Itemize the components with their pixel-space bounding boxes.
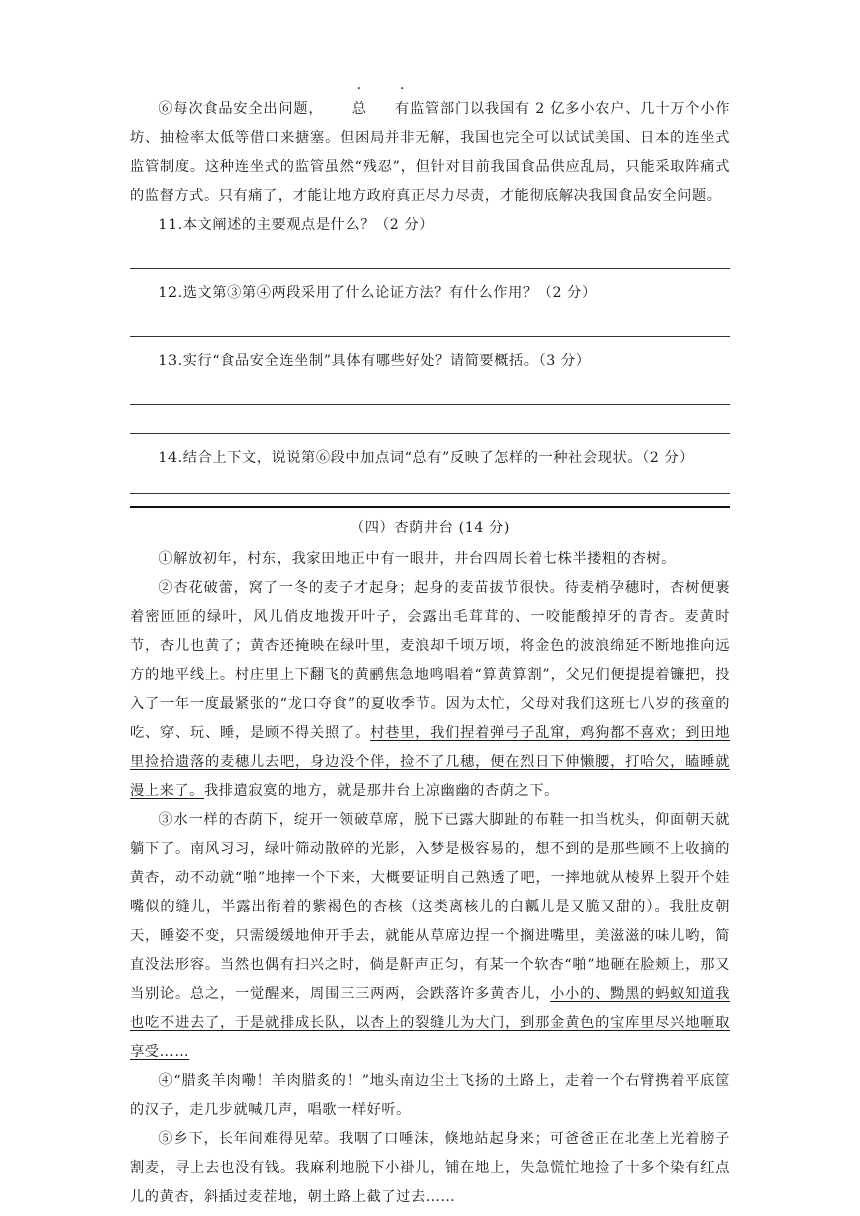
p3-underlined-sentence: 小小的、黝黑的蚂蚁知道我也吃不进去了，于是就排成长队，以杏上的裂缝儿为大门，到那金黄色的宝库里尽兴地咂取享受…… bbox=[130, 986, 731, 1060]
p2-underlined-sentence: 村巷里，我们捏着弹弓子乱窜，鸡狗都不喜欢；到田地里捡拾遗落的麦穗儿去吧，身边没个伴，捡不了几穗，便在烈日下伸懒腰，打哈欠，瞌睡就漫上来了。 bbox=[130, 725, 730, 799]
passage-paragraph-6 bbox=[130, 95, 730, 211]
exam-page bbox=[130, 95, 730, 1212]
question-12: 12.选文第③第④两段采用了什么论证方法？有什么作用？（2 分） bbox=[158, 285, 597, 301]
p2-text-start: ②杏花破蕾，窝了一冬的麦子才起身；起身的麦苗拔节很快。待麦梢孕穗时，杏树便裹着密匝匝的绿叶，风儿俏皮地拨开叶子，会露出毛茸茸的、一咬能酸掉牙的青杏。麦黄时节，杏儿也黄了；黄杏还掩映在绿叶里，麦浪却千顷万顷，将金色的波浪绵延不断地推向远方的地平线上。村庄里上下翻飞的黄鹂焦急地鸣唱着“算黄算割”，父兄们便提提着镰把，投入了一年一度最紧张的“龙口夺食”的夏收季节。因为太忙，父母对我们这班七八岁的孩童的吃、穿、玩、睡，是顾不得关照了。 bbox=[130, 580, 730, 741]
para6-text-start: ⑥每次食品安全出问题， bbox=[158, 101, 324, 117]
story-paragraph-4: ④“腊炙羊肉嘞！羊肉腊炙的！”地头南边尘土飞扬的土路上，走着一个右臂携着平底筐的汉子，走几步就喊几声，唱歌一样好听。 bbox=[130, 1073, 730, 1118]
answer-line-14[interactable] bbox=[130, 473, 730, 494]
question-11: 11.本文阐述的主要观点是什么？（2 分） bbox=[158, 217, 435, 233]
dotted-char-you: 有 bbox=[394, 101, 410, 117]
question-13: 13.实行“食品安全连坐制”具体有哪些好处？请简要概括。（3 分） bbox=[158, 353, 591, 369]
para6-text-rest: 监管部门以我国有 2 亿多小农户、几十万个小作坊、抽检率太低等借口来搪塞。但困局并非无解，我国也完全可以试试美国、日本的连坐式监管制度。这种连坐式的监管虽然“残忍”，但针对目前我国食品供应乱局，只能采取阵痛式的监督方式。只有痛了，才能让地方政府真正尽力尽责，才能彻底解决我国食品安全问题。 bbox=[130, 101, 730, 204]
story-paragraph-3 bbox=[130, 806, 730, 1067]
story-paragraph-5: ⑤乡下，长年间难得见荤。我咽了口唾沫，倏地站起身来；可爸爸正在北垄上光着膀子割麦，寻上去也没有钱。我麻利地脱下小褂儿，铺在地上，失急慌忙地捡了十多个染有红点儿的黄杏，斜插过麦茬地，朝土路上截了过去…… bbox=[130, 1131, 730, 1205]
answer-line-11[interactable] bbox=[130, 240, 730, 269]
story-paragraph-2 bbox=[130, 574, 730, 806]
question-14: 14.结合上下文，说说第⑥段中加点词“总有”反映了怎样的一种社会现状。（2 分） bbox=[158, 450, 695, 466]
answer-line-13b[interactable] bbox=[130, 405, 730, 434]
dotted-char-zong: 总 bbox=[351, 101, 367, 117]
section-divider bbox=[130, 500, 730, 508]
section-4-title: （四）杏荫井台 (14 分) bbox=[349, 520, 511, 536]
p2-text-end: 我排遣寂寞的地方，就是那井台上凉幽幽的杏荫之下。 bbox=[203, 783, 559, 799]
answer-line-13a[interactable] bbox=[130, 376, 730, 405]
p3-text-start: ③水一样的杏荫下，绽开一领破草席，脱下已露大脚趾的布鞋一扣当枕头，仰面朝天就躺下了。南风习习，绿叶筛动散碎的光影，入梦是极容易的，想不到的是那些顾不上收摘的黄杏，动不动就“啪”地摔一个下来，大概要证明自己熟透了吧，一摔地就从棱界上裂开个娃嘴似的缝儿，半露出衔着的紫褐色的杏核（这类离核儿的白瓤儿是又脆又甜的）。我肚皮朝天，睡姿不变，只需缓缓地伸开手去，就能从草席边捏一个搁进嘴里，美滋滋的味儿哟，简直没法形容。当然也偶有扫兴之时，倘是鼾声正匀，有某一个软杏“啪”地砸在脸颊上，那又当别论。总之，一觉醒来，周围三三两两，会跌落许多黄杏儿， bbox=[130, 812, 730, 1002]
story-paragraph-1: ①解放初年，村东，我家田地正中有一眼井，井台四周长着七株半搂粗的杏树。 bbox=[158, 551, 676, 567]
answer-line-12[interactable] bbox=[130, 308, 730, 337]
